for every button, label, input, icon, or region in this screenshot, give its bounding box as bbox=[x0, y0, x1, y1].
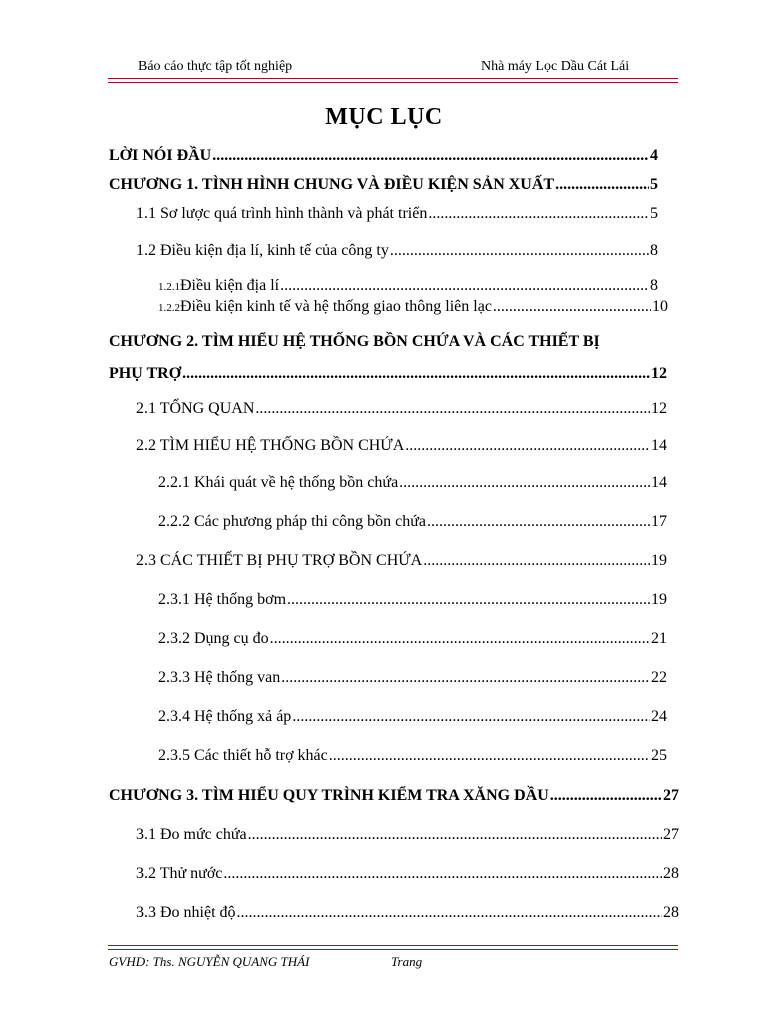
toc-entry[interactable] bbox=[136, 552, 667, 570]
toc-entry[interactable] bbox=[158, 669, 667, 687]
toc-leader bbox=[270, 630, 650, 648]
toc-entry[interactable] bbox=[158, 708, 667, 726]
header-left-text: Báo cáo thực tập tốt nghiệp bbox=[138, 59, 293, 74]
toc-page: 12 bbox=[651, 400, 667, 417]
toc-entry-text: 2.3.5 Các thiết hỗ trợ khác bbox=[158, 747, 328, 764]
toc-entry-text: 2.3 CÁC THIẾT BỊ PHỤ TRỢ BỒN CHỨA bbox=[136, 552, 423, 569]
toc-entry[interactable] bbox=[109, 333, 600, 351]
toc-page: 22 bbox=[651, 669, 667, 686]
toc-page: 28 bbox=[663, 865, 679, 882]
toc-leader bbox=[390, 242, 649, 260]
toc-entry-text: 3.2 Thử nước bbox=[136, 865, 223, 882]
toc-page: 14 bbox=[651, 437, 667, 454]
toc-leader bbox=[555, 176, 649, 194]
toc-leader bbox=[550, 787, 662, 805]
toc-entry-text: 2.1 TỔNG QUAN bbox=[136, 400, 255, 417]
toc-entry[interactable] bbox=[136, 865, 679, 883]
toc-entry-text: PHỤ TRỢ bbox=[109, 365, 182, 382]
toc-leader bbox=[428, 205, 649, 223]
toc-page: 12 bbox=[651, 365, 667, 382]
toc-entry[interactable] bbox=[136, 904, 679, 922]
toc-leader bbox=[292, 708, 650, 726]
header-rule bbox=[108, 78, 678, 83]
toc-entry[interactable] bbox=[158, 474, 667, 492]
toc-entry-text: CHƯƠNG 2. TÌM HIỂU HỆ THỐNG BỒN CHỨA VÀ CÁC THIẾT BỊ bbox=[109, 333, 600, 350]
toc-entry-text: 2.3.4 Hệ thống xả áp bbox=[158, 708, 292, 725]
toc-entry[interactable] bbox=[136, 826, 679, 844]
toc-page: 5 bbox=[650, 176, 658, 193]
toc-entry[interactable] bbox=[136, 205, 658, 223]
toc-entry-text: 3.1 Đo mức chứa bbox=[136, 826, 247, 843]
toc-entry-text: Điều kiện kinh tế và hệ thống giao thông liên lạc bbox=[180, 298, 492, 315]
toc-page: 21 bbox=[651, 630, 667, 647]
toc-entry[interactable] bbox=[109, 787, 679, 805]
toc-leader bbox=[255, 400, 650, 418]
toc-leader bbox=[281, 669, 650, 687]
toc-entry-text: 2.3.2 Dụng cụ đo bbox=[158, 630, 269, 647]
toc-page: 24 bbox=[651, 708, 667, 725]
toc-page: 19 bbox=[651, 552, 667, 569]
toc-entry-text: 1.1 Sơ lược quá trình hình thành và phát triển bbox=[136, 205, 428, 222]
toc-page: 10 bbox=[652, 298, 668, 315]
toc-entry-text: 1.2 Điều kiện địa lí, kinh tế của công ty bbox=[136, 242, 389, 259]
toc-entry-text: 2.3.3 Hệ thống van bbox=[158, 669, 281, 686]
toc-page: 5 bbox=[650, 205, 658, 222]
toc-entry-text: CHƯƠNG 3. TÌM HIỂU QUY TRÌNH KIỂM TRA XĂNG DẦU bbox=[109, 787, 549, 804]
footer-rule bbox=[108, 945, 678, 950]
toc-entry-text: 2.3.1 Hệ thống bơm bbox=[158, 591, 287, 608]
toc-entry-text: 3.3 Đo nhiệt độ bbox=[136, 904, 236, 921]
toc-entry-number: 1.2.1 bbox=[158, 281, 180, 293]
toc-entry[interactable] bbox=[136, 400, 667, 418]
toc-entry-text: 2.2 TÌM HIỂU HỆ THỐNG BỒN CHỨA bbox=[136, 437, 405, 454]
toc-entry[interactable] bbox=[109, 176, 658, 194]
toc-leader bbox=[182, 365, 650, 383]
toc-leader bbox=[223, 865, 662, 883]
toc-page: 25 bbox=[651, 747, 667, 764]
toc-entry-text: 2.2.1 Khái quát về hệ thống bồn chứa bbox=[158, 474, 399, 491]
toc-entry[interactable] bbox=[136, 242, 658, 260]
toc-leader bbox=[237, 904, 662, 922]
toc-leader bbox=[280, 277, 649, 295]
footer-page-label: Trang bbox=[391, 954, 423, 969]
toc-entry-text: Điều kiện địa lí bbox=[180, 277, 280, 294]
toc-page: 27 bbox=[663, 826, 679, 843]
toc-leader bbox=[405, 437, 650, 455]
toc-entry-text: 2.2.2 Các phương pháp thi công bồn chứa bbox=[158, 513, 426, 530]
footer-left-text: GVHD: Ths. NGUYỄN QUANG THÁI bbox=[109, 954, 310, 969]
toc-entry[interactable] bbox=[109, 147, 658, 165]
toc-page: 4 bbox=[650, 147, 658, 164]
toc-entry-number: 1.2.2 bbox=[158, 302, 180, 314]
toc-entry[interactable] bbox=[158, 630, 667, 648]
toc-entry[interactable] bbox=[158, 513, 667, 531]
toc-entry[interactable] bbox=[158, 298, 668, 316]
toc-leader bbox=[493, 298, 651, 316]
toc-page: 27 bbox=[663, 787, 679, 804]
toc-entry[interactable] bbox=[136, 437, 667, 455]
toc-leader bbox=[248, 826, 662, 844]
toc-leader bbox=[212, 147, 649, 165]
toc-entry[interactable] bbox=[158, 277, 658, 295]
toc-leader bbox=[423, 552, 650, 570]
toc-entry[interactable] bbox=[158, 747, 667, 765]
toc-page: 8 bbox=[650, 242, 658, 259]
toc-entry-text: CHƯƠNG 1. TÌNH HÌNH CHUNG VÀ ĐIỀU KIỆN SẢN XUẤT bbox=[109, 176, 555, 193]
toc-leader bbox=[399, 474, 650, 492]
header-right-text: Nhà máy Lọc Dầu Cát Lái bbox=[481, 59, 630, 74]
toc-page: 8 bbox=[650, 277, 658, 294]
page-title: MỤC LỤC bbox=[325, 104, 443, 130]
toc-entry[interactable] bbox=[158, 591, 667, 609]
toc-page: 14 bbox=[651, 474, 667, 491]
toc-page: 19 bbox=[651, 591, 667, 608]
toc-leader bbox=[287, 591, 650, 609]
toc-page: 17 bbox=[651, 513, 667, 530]
toc-entry-text: LỜI NÓI ĐẦU bbox=[109, 147, 212, 164]
toc-leader bbox=[329, 747, 650, 765]
toc-entry[interactable] bbox=[109, 365, 667, 383]
toc-leader bbox=[427, 513, 650, 531]
toc-page: 28 bbox=[663, 904, 679, 921]
